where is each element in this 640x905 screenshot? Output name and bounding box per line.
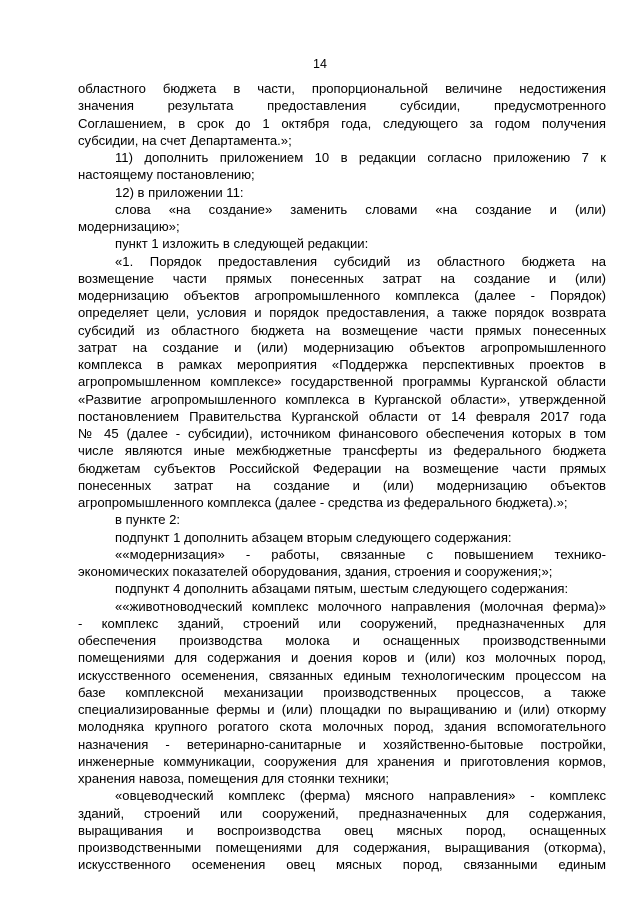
text-line: субсидий из областного бюджета на возмещение части прямых понесенных <box>78 322 606 338</box>
text-line: числе являются иные межбюджетные трансферты из федерального бюджета <box>78 443 606 459</box>
text-line: ««модернизация» - работы, связанные с повышением технико- <box>115 546 606 562</box>
text-line: модернизацию»; <box>78 219 180 234</box>
text-line: настоящему постановлению; <box>78 167 255 183</box>
text-line: инженерные коммуникации, сооружения для хранения и приготовления кормов, <box>78 753 606 769</box>
text-line: возмещение части прямых понесенных затрат на создание и (или) <box>78 270 606 286</box>
text-line: определяет цели, условия и порядок предоставления, а также порядок возврата <box>78 305 606 321</box>
text-line: пункт 1 изложить в следующей редакции: <box>115 236 369 252</box>
text-line: «Развитие агропромышленного комплекса в Курганской области», утвержденной <box>78 391 606 407</box>
text-line: хранения навоза, помещения для стоянки техники; <box>78 771 390 786</box>
text-line: «1. Порядок предоставления субсидий из областного бюджета на <box>115 253 606 269</box>
text-line: затрат на создание и (или) модернизацию объектов агропромышленного <box>78 339 606 355</box>
text-line: искусственного осеменения овец мясных пород, связанными единым <box>78 857 606 873</box>
text-line: агропромышленного комплекса (далее - средства из федерального бюджета).»; <box>78 495 568 510</box>
text-line: субсидии, на счет Департамента.»; <box>78 132 292 148</box>
text-line: - комплекс зданий, строений или сооружений, предназначенных для <box>78 615 606 631</box>
text-line: слова «на создание» заменить словами «на создание и (или) <box>115 201 606 217</box>
text-line: ««животноводческий комплекс молочного направления (молочная ферма)» <box>115 598 606 614</box>
text-line: 11) дополнить приложением 10 в редакции согласно приложению 7 к <box>115 150 606 165</box>
text-line: значения результата предоставления субсидии, предусмотренного <box>78 98 606 114</box>
text-line: комплекса в рамках мероприятия «Поддержка перспективных проектов в <box>78 357 606 372</box>
page-number: 14 <box>313 57 327 71</box>
text-line: искусственного осеменения, связанных единым технологическим процессом на <box>78 667 606 683</box>
text-line: молодняка крупного рогатого скота молочных пород, здания вспомогательного <box>78 719 606 735</box>
text-line: подпункт 4 дополнить абзацами пятым, шестым следующего содержания: <box>115 581 569 597</box>
text-line: Соглашением, в срок до 1 октября года, следующего за годом получения <box>78 115 606 131</box>
text-line: бюджетам субъектов Российской Федерации на возмещение части прямых <box>78 460 606 476</box>
text-line: «овцеводческий комплекс (ферма) мясного направления» - комплекс <box>115 788 606 804</box>
text-line: зданий, строений или сооружений, предназначенных для содержания, <box>78 805 606 821</box>
body-text <box>78 80 606 874</box>
text-line: обеспечения производства молока и оснащенных производственными <box>78 633 606 648</box>
text-line: экономических показателей оборудования, здания, строения и сооружения;»; <box>78 564 553 579</box>
text-line: помещениями для содержания и доения коров и (или) коз молочных пород, <box>78 650 606 666</box>
text-line: областного бюджета в части, пропорциональной величине недостижения <box>78 81 606 96</box>
text-line: базе комплексной механизации производственных процессов, а также <box>78 684 606 700</box>
text-line: понесенных затрат на создание и (или) модернизацию объектов <box>78 477 606 493</box>
text-line: подпункт 1 дополнить абзацем вторым следующего содержания: <box>115 529 512 545</box>
text-line: постановлением Правительства Курганской области от 14 февраля 2017 года <box>78 408 606 424</box>
text-line: 12) в приложении 11: <box>115 184 244 200</box>
text-line: производственными помещениями для содержания, выращивания (откорма), <box>78 840 606 855</box>
text-line: назначения - ветеринарно-санитарные и хозяйственно-бытовые постройки, <box>78 736 606 752</box>
text-line: выращивания и воспроизводства овец мясных пород, оснащенных <box>78 822 606 838</box>
text-line: специализированные фермы и (или) площадки по выращиванию и (или) откорму <box>78 702 606 717</box>
text-line: агропромышленном комплексе» государственной программы Курганской области <box>78 374 606 390</box>
text-line: в пункте 2: <box>115 512 181 528</box>
text-line: № 45 (далее - субсидии), источником финансового обеспечения которых в том <box>78 426 606 441</box>
text-line: модернизацию объектов агропромышленного комплекса (далее - Порядок) <box>78 288 606 303</box>
